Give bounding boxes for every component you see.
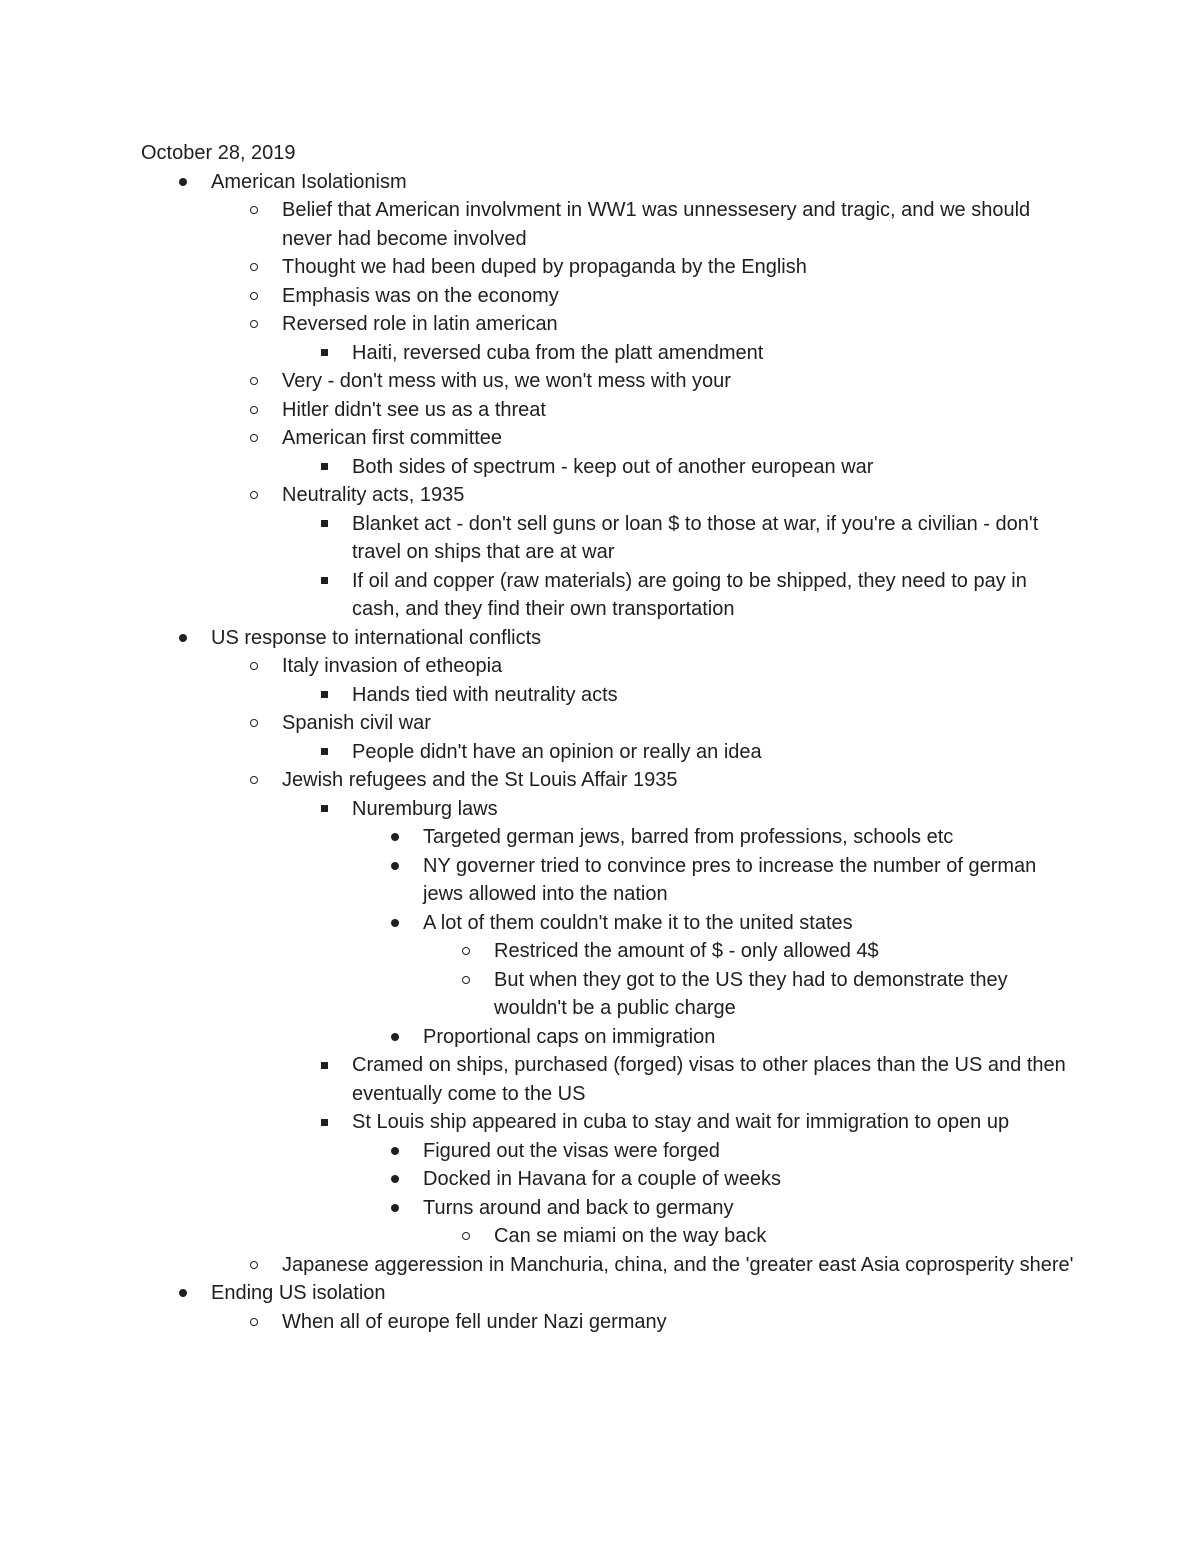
outline-item-level-4 <box>0 823 1080 852</box>
circle-bullet-icon <box>244 367 264 396</box>
outline-item-level-2 <box>0 481 1080 510</box>
outline-item-level-3 <box>0 795 1080 824</box>
outline-item-text: Haiti, reversed cuba from the platt amendment <box>352 341 764 364</box>
outline-item-level-2 <box>0 253 1080 282</box>
disc-bullet-icon <box>173 168 193 197</box>
circle-bullet-icon <box>244 253 264 282</box>
outline-item-text: Targeted german jews, barred from professions, schools etc <box>423 826 954 848</box>
outline-item-level-2 <box>0 424 1080 453</box>
outline-item-text: If oil and copper (raw materials) are going to be shipped, they need to pay in cash, and they find their own transportation <box>352 569 1027 620</box>
outline-item-text: Ending US isolation <box>211 1282 386 1304</box>
outline-item-text: American first committee <box>282 427 503 449</box>
square-bullet-icon <box>314 1051 334 1080</box>
outline-item-level-2 <box>0 396 1080 425</box>
outline-item-level-2 <box>0 310 1080 339</box>
outline-item-text: Thought we had been duped by propaganda by the English <box>282 256 807 278</box>
outline-item-text: Figured out the visas were forged <box>423 1139 720 1162</box>
disc-bullet-icon <box>385 1023 405 1052</box>
outline-item-level-5 <box>0 937 1080 966</box>
outline-item-text: But when they got to the US they had to demonstrate they wouldn't be a public charge <box>494 968 1008 1019</box>
outline-item-level-3 <box>0 681 1080 710</box>
bullet-outline <box>0 168 1200 1337</box>
outline-item-level-4 <box>0 1194 1080 1223</box>
disc-bullet-icon <box>173 624 193 653</box>
square-bullet-icon <box>314 453 334 482</box>
circle-bullet-icon <box>244 1308 264 1337</box>
circle-bullet-icon <box>244 709 264 738</box>
outline-item-level-2 <box>0 282 1080 311</box>
outline-item-text: NY governer tried to convince pres to increase the number of german jews allowed into the nation <box>423 854 1037 905</box>
outline-item-level-5 <box>0 966 1080 1023</box>
outline-item-text: St Louis ship appeared in cuba to stay and wait for immigration to open up <box>352 1111 1010 1133</box>
outline-item-level-2 <box>0 367 1080 396</box>
disc-bullet-icon <box>385 852 405 881</box>
disc-bullet-icon <box>385 823 405 852</box>
outline-item-text: Docked in Havana for a couple of weeks <box>423 1168 781 1190</box>
disc-bullet-icon <box>385 1137 405 1166</box>
outline-item-level-2 <box>0 196 1080 253</box>
outline-item-text: Hitler didn't see us as a threat <box>282 398 546 421</box>
outline-item-level-5 <box>0 1222 1080 1251</box>
circle-bullet-icon <box>244 766 264 795</box>
disc-bullet-icon <box>173 1279 193 1308</box>
disc-bullet-icon <box>385 1165 405 1194</box>
outline-item-text: Nuremburg laws <box>352 797 498 820</box>
outline-item-level-4 <box>0 1023 1080 1052</box>
circle-bullet-icon <box>244 424 264 453</box>
square-bullet-icon <box>314 1108 334 1137</box>
outline-item-text: Hands tied with neutrality acts <box>352 683 618 706</box>
square-bullet-icon <box>314 339 334 368</box>
circle-bullet-icon <box>244 196 264 225</box>
outline-item-text: A lot of them couldn't make it to the united states <box>423 911 853 934</box>
circle-bullet-icon <box>244 652 264 681</box>
square-bullet-icon <box>314 795 334 824</box>
outline-item-level-3 <box>0 453 1080 482</box>
circle-bullet-icon <box>244 1251 264 1280</box>
square-bullet-icon <box>314 681 334 710</box>
outline-item-level-2 <box>0 709 1080 738</box>
outline-item-level-2 <box>0 1308 1080 1337</box>
outline-item-text: Very - don't mess with us, we won't mess with your <box>282 370 731 392</box>
outline-item-text: Reversed role in latin american <box>282 313 558 335</box>
outline-item-level-4 <box>0 909 1080 938</box>
outline-item-text: Emphasis was on the economy <box>282 284 559 307</box>
outline-item-text: Proportional caps on immigration <box>423 1025 716 1048</box>
outline-item-level-4 <box>0 1165 1080 1194</box>
circle-bullet-icon <box>244 282 264 311</box>
outline-item-level-3 <box>0 567 1080 624</box>
note-date: October 28, 2019 <box>141 142 296 164</box>
outline-item-text: Turns around and back to germany <box>423 1196 734 1219</box>
circle-bullet-icon <box>244 310 264 339</box>
outline-item-text: Spanish civil war <box>282 712 431 734</box>
outline-item-text: Jewish refugees and the St Louis Affair 1935 <box>282 769 678 791</box>
circle-bullet-icon <box>244 481 264 510</box>
outline-item-text: Cramed on ships, purchased (forged) visas to other places than the US and then eventually come to the US <box>352 1054 1066 1105</box>
outline-item-text: Can se miami on the way back <box>494 1225 767 1247</box>
outline-item-text: When all of europe fell under Nazi germany <box>282 1310 667 1333</box>
outline-item-level-1 <box>0 1279 1080 1308</box>
outline-item-level-2 <box>0 766 1080 795</box>
outline-item-level-4 <box>0 1137 1080 1166</box>
square-bullet-icon <box>314 738 334 767</box>
circle-bullet-icon <box>244 396 264 425</box>
disc-bullet-icon <box>385 1194 405 1223</box>
outline-item-level-3 <box>0 738 1080 767</box>
outline-item-level-2 <box>0 1251 1080 1280</box>
circle-bullet-icon <box>456 966 476 995</box>
outline-item-text: US response to international conflicts <box>211 626 542 649</box>
outline-item-text: Neutrality acts, 1935 <box>282 484 465 506</box>
circle-bullet-icon <box>456 937 476 966</box>
outline-item-level-4 <box>0 852 1080 909</box>
outline-item-level-3 <box>0 1051 1080 1108</box>
outline-item-level-2 <box>0 652 1080 681</box>
outline-item-text: Blanket act - don't sell guns or loan $ to those at war, if you're a civilian - don't travel on ships that are at war <box>352 512 1039 563</box>
square-bullet-icon <box>314 567 334 596</box>
outline-item-text: Restriced the amount of $ - only allowed 4$ <box>494 940 879 962</box>
outline-item-level-3 <box>0 339 1080 368</box>
outline-item-text: American Isolationism <box>211 170 407 193</box>
outline-item-level-1 <box>0 168 1080 197</box>
outline-item-text: People didn't have an opinion or really an idea <box>352 740 762 763</box>
outline-item-text: Italy invasion of etheopia <box>282 655 503 677</box>
outline-item-level-1 <box>0 624 1080 653</box>
outline-item-level-3 <box>0 1108 1080 1137</box>
square-bullet-icon <box>314 510 334 539</box>
outline-item-text: Belief that American involvment in WW1 was unnessesery and tragic, and we should never had become involved <box>282 199 1031 250</box>
outline-item-text: Both sides of spectrum - keep out of another european war <box>352 455 874 478</box>
outline-item-level-3 <box>0 510 1080 567</box>
disc-bullet-icon <box>385 909 405 938</box>
circle-bullet-icon <box>456 1222 476 1251</box>
outline-item-text: Japanese aggeression in Manchuria, china, and the 'greater east Asia coprosperity shere' <box>282 1253 1074 1276</box>
